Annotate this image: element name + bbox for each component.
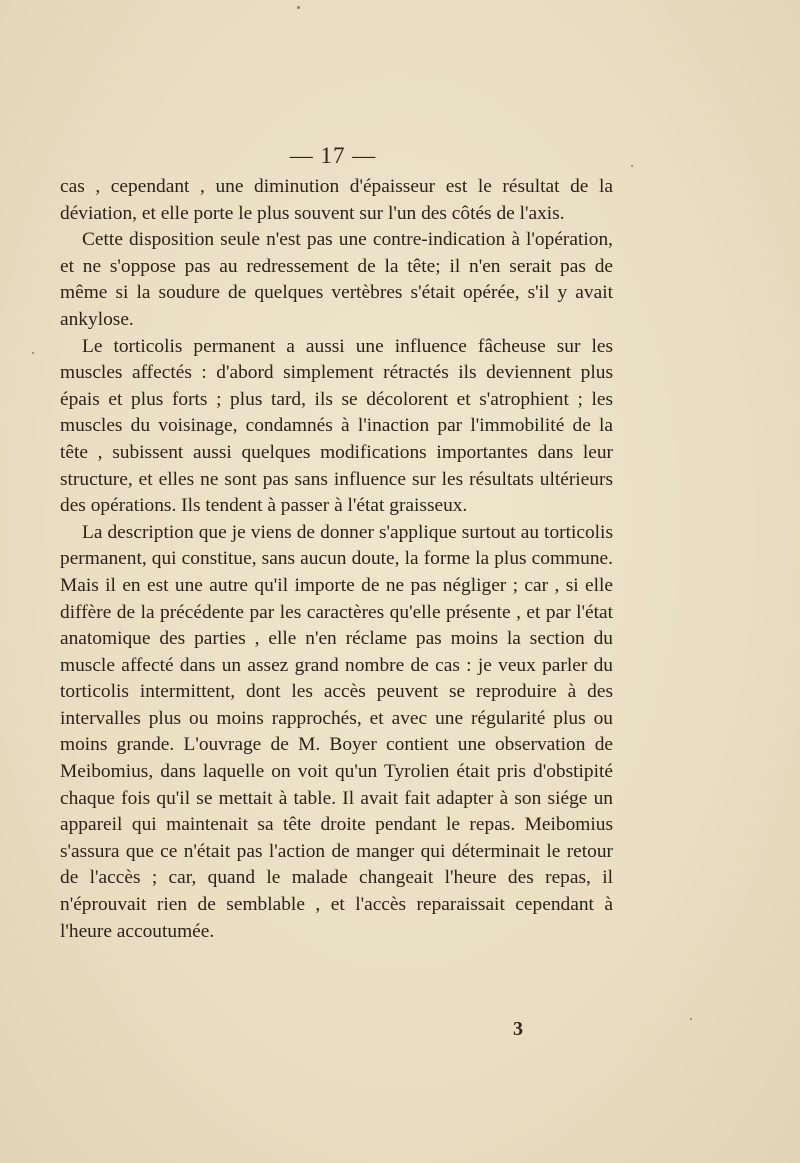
- paper-speck: [690, 1018, 692, 1020]
- body-text: [60, 174, 613, 945]
- paper-speck: [297, 6, 300, 9]
- paper-speck: [631, 165, 633, 167]
- signature-mark: 3: [513, 1018, 523, 1040]
- paper-speck: [32, 352, 34, 354]
- paragraph-2: Cette disposition seule n'est pas une contre-indication à l'opération, et ne s'oppose pas au redressement de la tête; il n'en serait pas de même si la soudure de quelques vertèbres s'était opérée, s'il y avait ankylose.: [60, 229, 613, 330]
- page-number: — 17 —: [289, 143, 377, 168]
- paragraph-4: La description que je viens de donner s'applique surtout au torticolis permanent, qui constitue, sans aucun doute, la forme la plus commune. Mais il en est une autre qu'il importe de ne pas négliger ; car , si elle diffère de la précédente par les caractères qu'elle présente , et par l'état anatomique des parties , elle n'en réclame pas moins la section du muscle affecté dans un assez grand nombre de cas : je veux parler du torticolis intermittent, dont les accès peuvent se reproduire à des intervalles plus ou moins rapprochés, et avec une régularité plus ou moins grande. L'ouvrage de M. Boyer contient une observation de Meibomius, dans laquelle on voit qu'un Tyrolien était pris d'obstipité chaque fois qu'il se mettait à table. Il avait fait adapter à son siége un appareil qui maintenait sa tête droite pendant le repas. Meibomius s'assura que ce n'était pas l'action de manger qui déterminait le retour de l'accès ; car, quand le malade changeait l'heure des repas, il n'éprouvait rien de semblable , et l'accès reparaissait cependant à l'heure accoutumée.: [60, 521, 613, 942]
- paragraph-3: Le torticolis permanent a aussi une influence fâcheuse sur les muscles affectés : d'abord simplement rétractés ils deviennent plus épais et plus forts ; plus tard, ils se décolorent et s'atrophient ; les muscles du voisinage, condamnés à l'inaction par l'immobilité de la tête , subissent aussi quelques modifications importantes dans leur structure, et elles ne sont pas sans influence sur les résultats ultérieurs des opérations. Ils tendent à passer à l'état graisseux.: [60, 335, 613, 517]
- paragraph-1: cas , cependant , une diminution d'épaisseur est le résultat de la déviation, et elle porte le plus souvent sur l'un des côtés de l'axis.: [60, 176, 613, 224]
